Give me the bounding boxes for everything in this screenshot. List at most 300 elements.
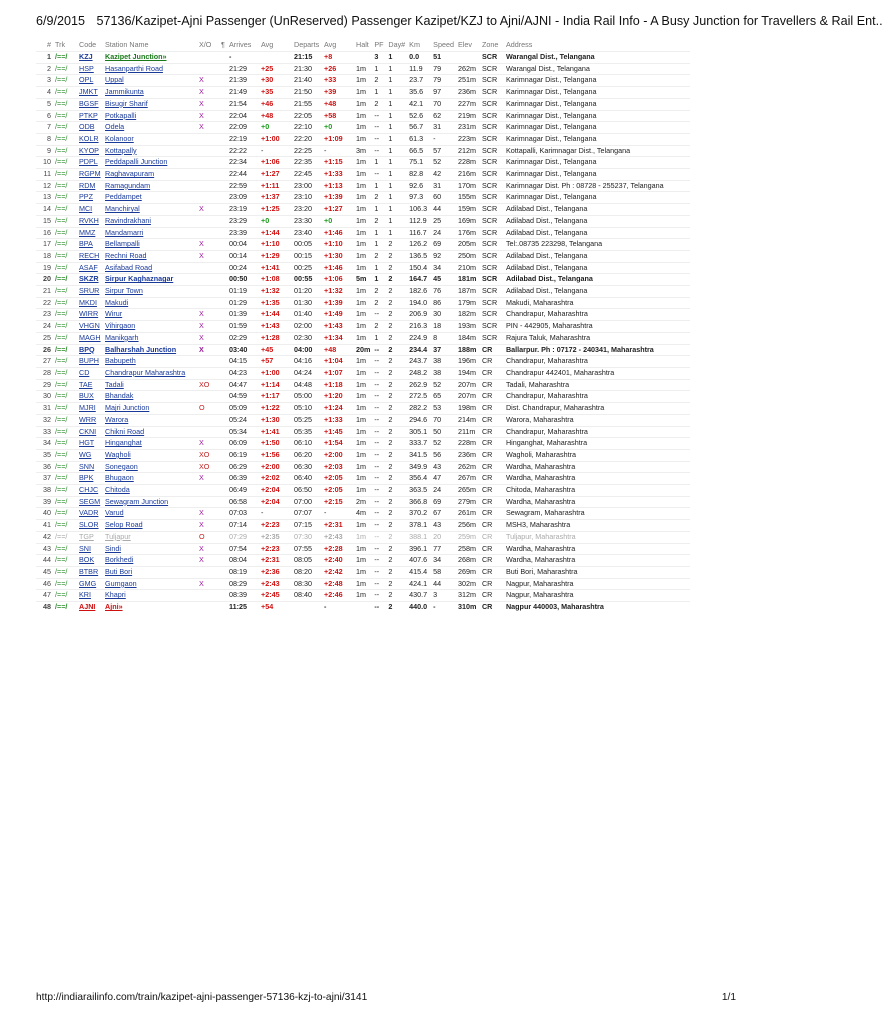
cell-station-name[interactable] [103,110,197,122]
station-code-link[interactable]: SEGM [79,496,101,506]
station-name-link[interactable]: Ramagundam [105,180,151,190]
cell-dep-avg: +2:05 [322,473,354,485]
cell-station-name[interactable] [103,438,197,450]
cell-para [219,180,227,192]
station-name-link[interactable]: Kolanoor [105,133,134,143]
station-name-link[interactable]: Sirpur Kaghaznagar [105,274,174,284]
cell-station-name[interactable] [103,367,197,379]
station-code-link[interactable]: HSP [79,63,94,73]
station-code-link[interactable]: KZJ [79,52,93,61]
cell-elev: 211m [456,426,480,438]
cell-num: 44 [36,555,53,567]
station-code-link[interactable]: VHGN [79,321,100,331]
cell-station-name[interactable] [103,239,197,251]
cell-station-name[interactable] [103,449,197,461]
station-name-link[interactable]: Hasanparthi Road [105,63,163,73]
station-name-link[interactable]: Manikgarh [105,332,139,342]
station-code-link[interactable]: WG [79,449,92,459]
cell-num: 14 [36,204,53,216]
station-name-link[interactable]: Wirur [105,309,123,319]
cell-station-name[interactable] [103,531,197,543]
station-name-link[interactable]: Selop Road [105,520,143,530]
cell-code[interactable] [77,531,103,543]
cell-day: 1 [386,204,407,216]
cell-code[interactable] [77,438,103,450]
cell-halt: 1m [354,262,372,274]
station-code-link[interactable]: MMZ [79,227,96,237]
station-name-link[interactable]: Raghavapuram [105,169,155,179]
cell-code[interactable] [77,379,103,391]
station-code-link[interactable]: KRI [79,590,91,600]
station-name-link[interactable]: Warora [105,414,129,424]
cell-elev: 181m [456,274,480,286]
station-code-link[interactable]: BGSF [79,98,99,108]
cell-code[interactable] [77,578,103,590]
cell-arr-avg: +1:17 [259,391,292,403]
station-code-link[interactable]: RDM [79,180,96,190]
cell-station-name[interactable] [103,262,197,274]
col-header-elev: Elev [457,39,472,49]
cell-station-name[interactable] [103,52,197,64]
station-name-link[interactable]: Balharshah Junction [105,344,177,354]
cell-code[interactable] [77,461,103,473]
station-code-link[interactable]: OPL [79,75,94,85]
cell-trk: /==/ [53,356,77,368]
page-number: 1/1 [721,992,736,1003]
cell-day: 1 [386,122,407,134]
cell-station-name[interactable] [103,87,197,99]
cell-station-name[interactable] [103,414,197,426]
station-code-link[interactable]: TAE [79,379,93,389]
cell-code[interactable] [77,122,103,134]
cell-station-name[interactable] [103,426,197,438]
cell-code[interactable] [77,414,103,426]
station-code-link[interactable]: ODB [79,122,95,132]
cell-station-name[interactable] [103,145,197,157]
station-code-link[interactable]: JMKT [79,87,98,97]
cell-code[interactable] [77,250,103,262]
cell-halt: 1m [354,215,372,227]
cell-day: 1 [386,157,407,169]
cell-code[interactable] [77,227,103,239]
cell-num: 17 [36,239,53,251]
cell-station-name[interactable] [103,578,197,590]
cell-trk: /==/ [53,414,77,426]
cell-pf: -- [372,414,386,426]
cell-code[interactable] [77,356,103,368]
station-code-link[interactable]: CD [79,367,90,377]
cell-station-name[interactable] [103,555,197,567]
station-name-link[interactable]: Varud [105,508,124,518]
station-code-link[interactable]: BOK [79,555,95,565]
cell-station-name[interactable] [103,473,197,485]
cell-dep-avg: +2:03 [322,461,354,473]
cell-para [219,379,227,391]
station-code-link[interactable]: WIRR [79,309,99,319]
station-code-link[interactable]: BTBR [79,566,99,576]
station-name-link[interactable]: Bhandak [105,391,134,401]
cell-station-name[interactable] [103,75,197,87]
station-code-link[interactable]: SNN [79,461,95,471]
cell-station-name[interactable] [103,169,197,181]
cell-code[interactable] [77,403,103,415]
cell-dep-avg: +1:33 [322,414,354,426]
table-row [36,391,690,403]
cell-arr-avg: +1:06 [259,157,292,169]
cell-code[interactable] [77,449,103,461]
station-code-link[interactable]: SLOR [79,520,99,530]
cell-address: Nagpur, Maharashtra [504,578,690,590]
cell-code[interactable] [77,485,103,497]
cell-dep-avg: +1:20 [322,391,354,403]
cell-km: 262.9 [407,379,431,391]
station-code-link[interactable]: HGT [79,438,95,448]
station-name-link[interactable]: Odela [105,122,125,132]
station-code-link[interactable]: ASAF [79,262,98,272]
cell-arrives: 04:47 [227,379,259,391]
cell-station-name[interactable] [103,309,197,321]
cell-station-name[interactable] [103,192,197,204]
cell-speed: 3 [431,590,456,602]
cell-station-name[interactable] [103,461,197,473]
cell-station-name[interactable] [103,204,197,216]
cell-code[interactable] [77,274,103,286]
cell-station-name[interactable] [103,286,197,298]
cell-arr-avg: +1:00 [259,367,292,379]
cell-day: 1 [386,192,407,204]
table-row [36,578,690,590]
cell-speed: 86 [431,297,456,309]
station-name-link[interactable]: Majri Junction [105,403,150,413]
col-header-address: Address [505,39,533,49]
cell-para [219,332,227,344]
station-name-link[interactable]: Tuljapur [105,531,131,541]
table-row [36,180,690,192]
station-code-link[interactable]: SNI [79,543,91,553]
cell-code[interactable] [77,262,103,274]
cell-station-name[interactable] [103,157,197,169]
cell-station-name[interactable] [103,98,197,110]
cell-departs: 00:25 [292,262,322,274]
cell-code[interactable] [77,566,103,578]
cell-code[interactable] [77,367,103,379]
station-name-link[interactable]: Bellampalli [105,239,140,249]
cell-num: 40 [36,508,53,520]
cell-arr-avg: +45 [259,344,292,356]
cell-halt: 1m [354,297,372,309]
station-name-link[interactable]: Jammikunta [105,87,144,97]
station-code-link[interactable]: RGPM [79,169,101,179]
station-code-link[interactable]: BUX [79,391,94,401]
cell-dep-avg: +1:39 [322,192,354,204]
cell-address: Tuljapur, Maharashtra [504,531,690,543]
station-name-link[interactable]: Tadali [105,379,124,389]
station-name-link[interactable]: Peddampet [105,192,142,202]
cell-dep-avg: +1:34 [322,332,354,344]
cell-arrives: 06:09 [227,438,259,450]
cell-dep-avg: +1:33 [322,169,354,181]
cell-station-name[interactable] [103,250,197,262]
station-name-link[interactable]: Chandrapur Maharashtra [105,367,186,377]
cell-departs: 00:05 [292,239,322,251]
cell-xo [197,286,219,298]
cell-station-name[interactable] [103,227,197,239]
table-row [36,98,690,110]
cell-departs: 23:30 [292,215,322,227]
station-name-link[interactable]: Wagholi [105,449,131,459]
station-name-link[interactable]: Gumgaon [105,578,137,588]
station-code-link[interactable]: VADR [79,508,99,518]
cell-station-name[interactable] [103,543,197,555]
station-name-link[interactable]: Ravindrakhani [105,215,151,225]
cell-para [219,250,227,262]
cell-elev: 170m [456,180,480,192]
station-name-link[interactable]: Chikni Road [105,426,145,436]
cell-zone: SCR [480,297,504,309]
station-code-link[interactable]: RVKH [79,215,99,225]
cell-dep-avg: +1:46 [322,262,354,274]
cell-xo [197,133,219,145]
station-name-link[interactable]: Buti Bori [105,566,133,576]
cell-station-name[interactable] [103,379,197,391]
cell-code[interactable] [77,555,103,567]
station-code-link[interactable]: PPZ [79,192,93,202]
cell-km: 224.9 [407,332,431,344]
cell-station-name[interactable] [103,63,197,75]
cell-para [219,192,227,204]
station-name-link[interactable]: Sindi [105,543,121,553]
station-name-link[interactable]: Manchiryal [105,204,140,214]
cell-pf: 1 [372,274,386,286]
cell-km: 0.0 [407,52,431,64]
cell-station-name[interactable] [103,321,197,333]
cell-code[interactable] [77,169,103,181]
station-code-link[interactable]: BPQ [79,344,95,354]
station-name-link[interactable]: Mandamarri [105,227,144,237]
table-row [36,262,690,274]
cell-station-name[interactable] [103,403,197,415]
cell-code[interactable] [77,133,103,145]
cell-arr-avg: +1:14 [259,379,292,391]
cell-code[interactable] [77,239,103,251]
station-code-link[interactable]: CHJC [79,485,99,495]
cell-speed: 76 [431,286,456,298]
cell-arr-avg: +0 [259,122,292,134]
cell-station-name[interactable] [103,215,197,227]
station-name-link[interactable]: Peddapalli Junction [105,157,168,167]
cell-code[interactable] [77,157,103,169]
cell-elev: 228m [456,157,480,169]
station-name-link[interactable]: Vihirgaon [105,321,136,331]
station-name-link[interactable]: Uppal [105,75,124,85]
cell-code[interactable] [77,508,103,520]
cell-arrives: 00:50 [227,274,259,286]
station-name-link[interactable]: Ajni» [105,602,123,612]
cell-dep-avg: +39 [322,87,354,99]
cell-station-name[interactable] [103,520,197,532]
table-row [36,286,690,298]
station-code-link[interactable]: GMG [79,578,97,588]
cell-code[interactable] [77,297,103,309]
cell-code[interactable] [77,426,103,438]
cell-pf: -- [372,438,386,450]
cell-day: 2 [386,391,407,403]
cell-km: 112.9 [407,215,431,227]
cell-code[interactable] [77,215,103,227]
cell-code[interactable] [77,473,103,485]
station-code-link[interactable]: PDPL [79,157,98,167]
station-name-link[interactable]: Kazipet Junction» [105,52,167,61]
cell-arrives: 06:58 [227,496,259,508]
cell-code[interactable] [77,192,103,204]
station-code-link[interactable]: BUPH [79,356,99,366]
cell-xo: XO [197,379,219,391]
cell-code[interactable] [77,344,103,356]
cell-code[interactable] [77,321,103,333]
cell-halt: 1m [354,367,372,379]
station-code-link[interactable]: BPA [79,239,93,249]
col-header-km: Km [409,39,420,49]
station-name-link[interactable]: Bhugaon [105,473,134,483]
cell-station-name[interactable] [103,590,197,602]
cell-xo [197,391,219,403]
station-name-link[interactable]: Bisugir Sharif [105,98,148,108]
cell-address: Warangal Dist., Telangana [504,52,690,64]
cell-code[interactable] [77,52,103,64]
cell-trk: /==/ [53,379,77,391]
cell-station-name[interactable] [103,602,197,613]
cell-code[interactable] [77,496,103,508]
cell-station-name[interactable] [103,180,197,192]
cell-arr-avg: +1:41 [259,262,292,274]
station-name-link[interactable]: Asifabad Road [105,262,153,272]
cell-code[interactable] [77,543,103,555]
station-code-link[interactable]: WRR [79,414,97,424]
cell-day: 1 [386,63,407,75]
cell-code[interactable] [77,75,103,87]
cell-elev: 267m [456,473,480,485]
cell-arrives: 01:19 [227,286,259,298]
station-name-link[interactable]: Sonegaon [105,461,138,471]
cell-code[interactable] [77,590,103,602]
cell-num: 24 [36,321,53,333]
cell-dep-avg: +1:18 [322,379,354,391]
footer-url[interactable]: http://indiarailinfo.com/train/kazipet-ajni-passenger-57136-kzj-to-ajni/3141 [36,992,368,1003]
cell-arr-avg: +2:35 [259,531,292,543]
station-code-link[interactable]: MKDI [79,297,97,307]
cell-para [219,145,227,157]
table-row [36,239,690,251]
station-code-link[interactable]: MCI [79,204,93,214]
cell-arrives: 02:29 [227,332,259,344]
cell-code[interactable] [77,63,103,75]
cell-xo [197,566,219,578]
cell-code[interactable] [77,98,103,110]
station-name-link[interactable]: Borkhedi [105,555,134,565]
cell-station-name[interactable] [103,356,197,368]
station-code-link[interactable]: MAGH [79,332,101,342]
station-name-link[interactable]: Potkapalli [105,110,137,120]
cell-station-name[interactable] [103,391,197,403]
cell-station-name[interactable] [103,496,197,508]
cell-halt: 1m [354,531,372,543]
cell-station-name[interactable] [103,485,197,497]
cell-para [219,590,227,602]
cell-station-name[interactable] [103,344,197,356]
cell-code[interactable] [77,110,103,122]
station-name-link[interactable]: Sirpur Town [105,286,143,296]
cell-code[interactable] [77,391,103,403]
station-name-link[interactable]: Rechni Road [105,250,147,260]
cell-station-name[interactable] [103,122,197,134]
cell-trk: /==/ [53,496,77,508]
station-name-link[interactable]: Makudi [105,297,129,307]
cell-arr-avg: +1:44 [259,227,292,239]
cell-departs: 07:15 [292,520,322,532]
cell-station-name[interactable] [103,332,197,344]
cell-para [219,169,227,181]
cell-departs: 08:40 [292,590,322,602]
station-code-link[interactable]: RECH [79,250,100,260]
cell-num: 28 [36,367,53,379]
cell-speed: - [431,602,456,613]
cell-code[interactable] [77,332,103,344]
cell-station-name[interactable] [103,133,197,145]
cell-day: 2 [386,508,407,520]
station-code-link[interactable]: CKNI [79,426,97,436]
cell-arrives: 22:04 [227,110,259,122]
station-name-link[interactable]: Babupeth [105,356,136,366]
station-code-link[interactable]: MJRI [79,403,96,413]
cell-km: 52.6 [407,110,431,122]
station-code-link[interactable]: TGP [79,531,94,541]
cell-code[interactable] [77,204,103,216]
station-code-link[interactable]: SRUR [79,286,100,296]
station-code-link[interactable]: AJNI [79,602,96,612]
cell-station-name[interactable] [103,508,197,520]
cell-code[interactable] [77,309,103,321]
cell-para [219,578,227,590]
cell-code[interactable] [77,180,103,192]
cell-code[interactable] [77,286,103,298]
station-name-link[interactable]: Sewagram Junction [105,496,169,506]
cell-day: 2 [386,578,407,590]
station-code-link[interactable]: KOLR [79,133,99,143]
station-name-link[interactable]: Kottapally [105,145,137,155]
cell-speed: 50 [431,426,456,438]
cell-speed: 52 [431,157,456,169]
cell-station-name[interactable] [103,274,197,286]
cell-code[interactable] [77,520,103,532]
station-code-link[interactable]: KYOP [79,145,99,155]
cell-halt: 1m [354,438,372,450]
station-name-link[interactable]: Hinganghat [105,438,142,448]
cell-elev: 251m [456,75,480,87]
station-name-link[interactable]: Khapri [105,590,126,600]
station-code-link[interactable]: SKZR [79,274,99,284]
cell-code[interactable] [77,87,103,99]
cell-code[interactable] [77,602,103,613]
cell-xo [197,485,219,497]
cell-departs: 02:30 [292,332,322,344]
station-code-link[interactable]: BPK [79,473,94,483]
cell-num: 42 [36,531,53,543]
station-code-link[interactable]: PTKP [79,110,98,120]
station-name-link[interactable]: Chitoda [105,485,130,495]
cell-station-name[interactable] [103,566,197,578]
cell-station-name[interactable] [103,297,197,309]
cell-code[interactable] [77,145,103,157]
